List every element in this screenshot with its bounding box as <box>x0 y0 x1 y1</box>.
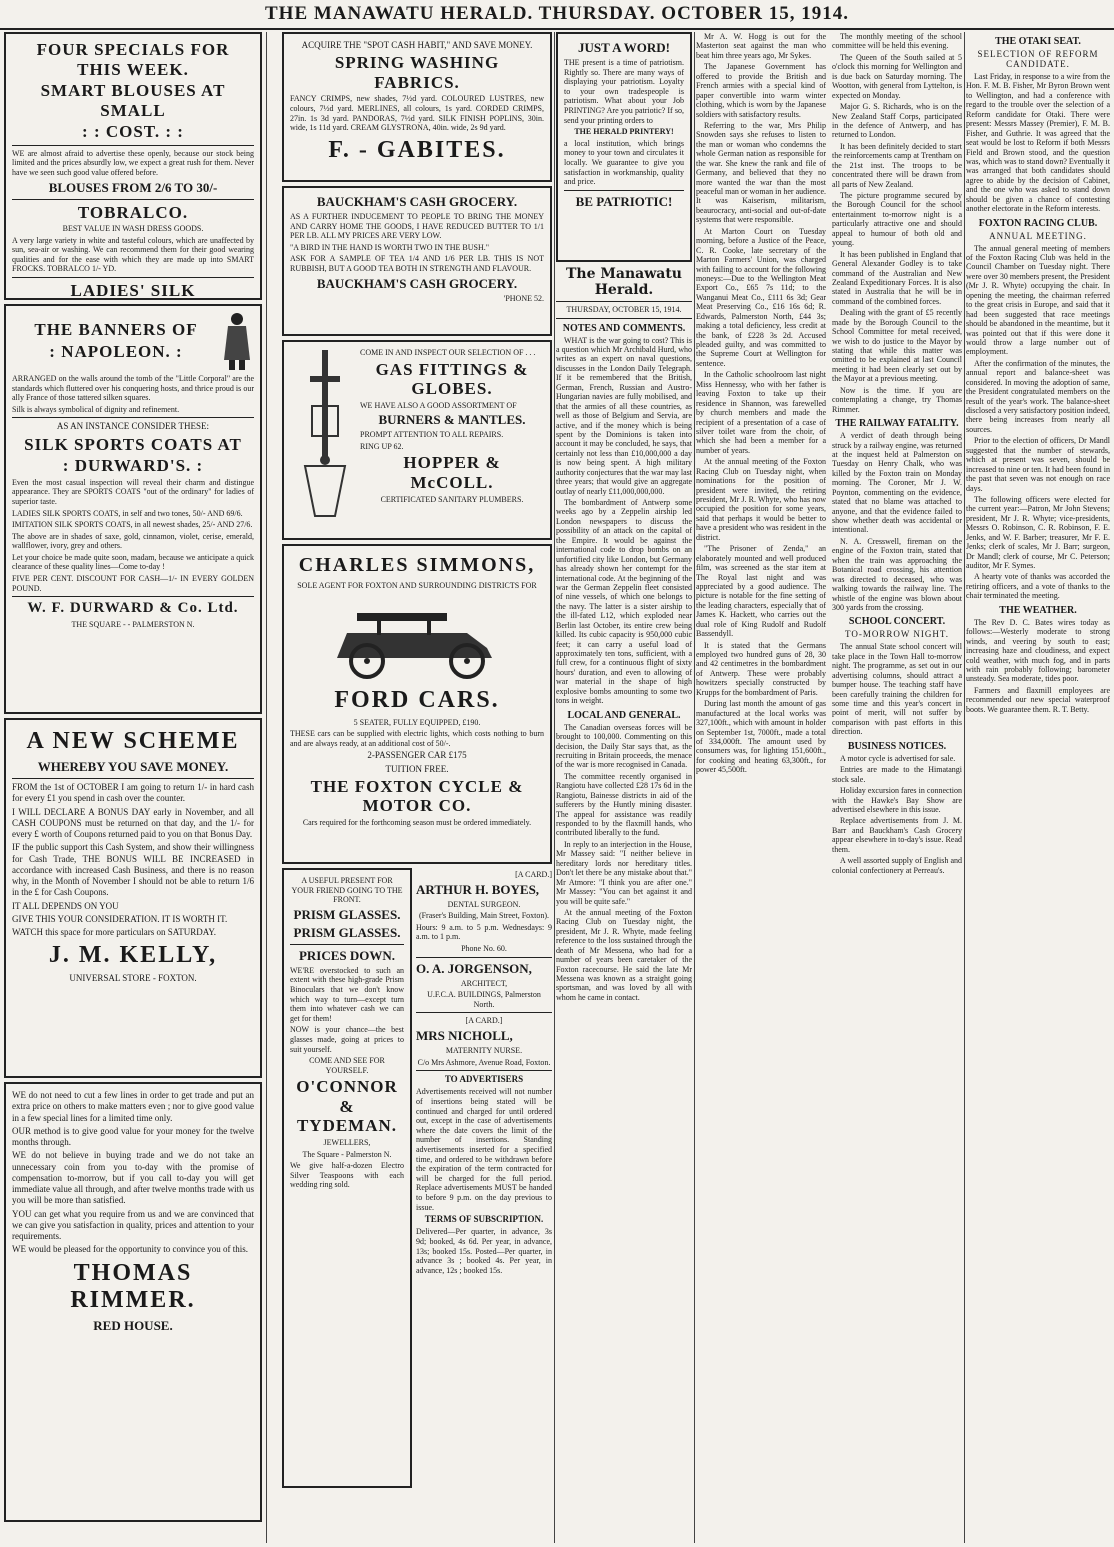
card-label: [A CARD.] <box>465 1016 503 1026</box>
column-rule <box>554 32 555 1543</box>
oconnor-address: The Square - Palmerston N. <box>302 1149 392 1159</box>
hopper-t1: GAS FITTINGS & GLOBES. <box>375 359 529 399</box>
concert-heading: SCHOOL CONCERT. <box>848 616 946 628</box>
rimmer-tag: RED HOUSE. <box>93 1317 173 1333</box>
divider <box>12 417 254 418</box>
durward-address: THE SQUARE - - PALMERSTON N. <box>71 619 195 629</box>
stiles-title: FOUR SPECIALS FOR THIS WEEK. <box>36 40 230 79</box>
gabites-body: FANCY CRIMPS, new shades, 7½d yard. COLOURED LUSTRES, new colours, 7½d yard. MERLINES, all colours, 1s yard. CORDED CRIMPS, 27in. 1s 3d yard. PANDORAS, 7½d yard. SILK FINISH POPLINS, 30in. wide, 1s 11d yard. CREAM GLYSTRONA, 40in. wide, 2s 9d yard. <box>290 94 544 133</box>
cards-column <box>416 868 552 1488</box>
gabites-top: ACQUIRE THE "SPOT CASH HABIT," AND SAVE MONEY. <box>301 40 533 50</box>
durward-body: ARRANGED on the walls around the tomb of the "Little Corporal" are the standards which fluttered over his conquering hosts, and thrice proud is our ally France of those tattered silken squares. <box>12 374 254 403</box>
kelly-sub: WHEREBY YOU SAVE MONEY. <box>37 759 229 774</box>
durward-advert <box>4 304 262 714</box>
kelly-title: A NEW SCHEME <box>26 728 240 754</box>
divider <box>12 778 254 779</box>
advertisers-body: Advertisements received will not number of insertions being stated will be continued and charged for until ordered out, except in the case of advertisements where the date covers the limit of the number of insertions. Standing advertisements inserted for a specified time, and ordered to be withdrawn before the expiration of the term contracted for will be charged for the full period. Replace advertisements MUST be handed to before 9 p.m. on the day previous to issue. <box>416 1087 552 1212</box>
article-paragraph: At the annual meeting of the Foxton Racing Club on Tuesday night, the president, Mr J. R. Whyte, made feeling reference to the loss sustained through the death of Mr Messena, who had for a number of years been caretaker of the Foxton racecourse. He said the late Mr Messena was known as a straight going sportsman, and was loved by all with whom he came in contact. <box>556 907 692 1002</box>
article-paragraph: A motor cycle is advertised for sale. <box>840 753 956 763</box>
durward-title: THE BANNERS OF <box>34 320 198 340</box>
bauckham-p2: "A BIRD IN THE HAND IS WORTH TWO IN THE BUSH." <box>290 242 490 252</box>
jorgenson-address: U.F.C.A. BUILDINGS, Palmerston North. <box>427 990 541 1009</box>
article-paragraph: The bombardment of Antwerp some weeks ago by a Zeppelin airship led London newspapers to discuss the possibility of an attack on the capital of the Empire. It would be against the international code to drop bombs on an unfortified city like London, but Germany has already shown her contempt for the international code. At the beginning of the war the German Zeppelin fleet consisted of nine vessels, of which one belongs to the navy. The latter is a sister airship to the ill-fated L12, which exploded near Berlin last October, its entire crew being killed. Its cubic capacity is 950,000 cubic feet; it can carry a useful load of approximately ten tons, sufficient, with a full crew, for a continuous flight of sixty hours' duration, and even to allowing of war material in the shape of high explosive bombs amounting to some two tons in weight. <box>556 498 692 706</box>
napoleon-figure-icon <box>220 310 254 372</box>
gabites-title: SPRING WASHING FABRICS. <box>334 53 500 92</box>
bauckham-advert <box>282 186 552 336</box>
nicholl-name: MRS NICHOLL, <box>416 1027 513 1043</box>
stiles-blouses: BLOUSES FROM 2/6 TO 30/- <box>48 179 218 195</box>
article-paragraph: The Queen of the South sailed at 5 o'clock this morning for Wellington and is due back on Saturday morning. The Wootton, with general from Lyttelton, is expected on Monday. <box>832 52 962 100</box>
oconnor-t1: PRISM GLASSES. <box>293 906 401 922</box>
article-paragraph: The monthly meeting of the school committee will be held this evening. <box>832 32 962 51</box>
article-paragraph: The annual State school concert will take place in the Town Hall to-morrow night. The programme, as set out in our advertising columns, should attract a bumper house. The teaching staff have been carefully training the children for some time and this year's concert in point of merit, will not suffer by comparison with past efforts in this direction. <box>832 642 962 737</box>
concert-subheading: TO-MORROW NIGHT. <box>845 629 949 640</box>
boyes-phone: Phone No. 60. <box>461 943 507 953</box>
printery-title: JUST A WORD! <box>578 40 670 55</box>
rimmer-p2: OUR method is to give good value for your money for the twelve months through. <box>12 1125 254 1147</box>
article-paragraph: The Canadian overseas forces will be brought to 100,000. Commenting on this decision, the Daily Star says that, as the recruiting in Britain proceeds, the menace of the war is more recognised in Canada. <box>556 722 692 770</box>
bauckham-p3: ASK FOR A SAMPLE OF TEA 1/4 AND 1/6 PER LB. THIS IS NOT RUBBISH, BUT A GOOD TEA BOTH IN STRENGTH AND FLAVOUR. <box>290 254 544 273</box>
gas-fitting-icon <box>290 346 360 526</box>
card-label: [A CARD.] <box>515 870 552 879</box>
oconnor-t3: PRICES DOWN. <box>298 947 396 963</box>
rimmer-advert <box>4 1082 262 1522</box>
kelly-p2: I WILL DECLARE A BONUS DAY early in November, and all CASH COUPONS must be returned on that day, and the 1/- for every £ worth of Coupons returned paid to you on that Bonus Day. <box>12 806 254 839</box>
divider <box>416 1012 552 1013</box>
article-paragraph: Last Friday, in response to a wire from the Hon. F. M. B. Fisher, Mr Byron Brown went to Wellington, and had a conference with regard to the trouble over the selection of a Reform candidate for Otaki. There were present: Messrs Massey (Premier), F. M. B. Fisher, and Guthrie. It was agreed that the seat would be lost to Reform if both Messrs Field and Brown stood, and the question was, which was to stand down? Eventually it was arranged that both candidates should agree to abide by the decision of Cabinet, and the one who was asked to stand down should be given a chance of contesting another electorate in the Reform interests. <box>966 72 1110 214</box>
durward-header <box>12 310 254 372</box>
hopper-sub: CERTIFICATED SANITARY PLUMBERS. <box>380 494 524 504</box>
fatality-heading: THE RAILWAY FATALITY. <box>835 418 959 430</box>
subscription-body: Delivered—Per quarter, in advance, 3s 9d; booked, 4s 6d. Per year, in advance, 13s; booked 15s. Posted—Per quarter, in advance 3s ; booked 4s. Per year, in advance, 12s ; booked 15s. <box>416 1227 552 1275</box>
article-paragraph: The annual general meeting of members of the Foxton Racing Club was held in the Council Chamber on Tuesday night. There were over 30 members present, the President (Mr J. R. Whyte) occupying the chair. In opening the meeting, the chairman referred to the great crisis in Europe, and said that it had been suggested that race meetings should be abandoned in the meantime, but it was pointed out that if this were done it would throw a large number out of employment. <box>966 243 1110 357</box>
article-paragraph: The picture programme secured by the Borough Council for the school entertainment to-morrow night is a particularly attractive one and should appeal to humour of both old and young. <box>832 191 962 248</box>
article-paragraph: At Marton Court on Tuesday morning, before a Justice of the Peace, C. R. Cooke, late secretary of the Marton Farmers' Union, was charged with failing to account for the following moneys:—Due to the Wellington Meat Export Co., £65 7s 11d; to the Wanganui Meat Co., £111 6s 3d; Gear Meat Preserving Co., £16 16s 6d; R. Edwards, Palmerston North, £44 3s; making a total deficiency, less credit at the bank, of £228 3s 2d. Accused pleaded guilty, and was committed to the Supreme Court at Wellington for sentence. <box>696 226 826 368</box>
durward-instance: AS AN INSTANCE CONSIDER THESE: <box>56 421 210 432</box>
article-paragraph: Farmers and flaxmill employees are recommended our new special waterproof boots. We guarantee them. R. T. Betty. <box>966 685 1110 714</box>
hopper-name: HOPPER & McCOLL. <box>403 453 501 493</box>
article-paragraph: Now is the time. If you are contemplating a change, try Thomas Rimmer. <box>832 385 962 414</box>
stiles-silk: LADIES' SILK <box>70 281 196 300</box>
divider <box>564 190 684 191</box>
col2-lower <box>282 868 552 1488</box>
divider <box>12 596 254 597</box>
simmons-tuition: TUITION FREE. <box>385 763 449 774</box>
racing-subheading: ANNUAL MEETING. <box>989 230 1087 241</box>
column-5 <box>966 32 1110 1543</box>
column-1 <box>4 32 262 1543</box>
column-4 <box>696 32 962 1543</box>
article-paragraph: At the annual meeting of the Foxton Racing Club on Tuesday night, when nominations for the position of president were invited, the retiring president, Mr J. R. Whyte, who has now occupied the position for some years, said that perhaps it would be better to have a president who was resident in the district. <box>696 457 826 542</box>
business-heading: BUSINESS NOTICES. <box>847 740 947 752</box>
article-paragraph: In the Catholic schoolroom last night Miss Hennessy, who with her father is leaving Foxton to take up their residence in Shannon, was farewelled by church members and made the recipient of a presentation of a case of silver toilet ware from the choir, of which she had been a member for a number of years. <box>696 370 826 455</box>
simmons-two: 2-PASSENGER CAR £175 <box>367 750 467 761</box>
article-paragraph: The Japanese Government has offered to provide the British and French armies with a special kind of paper convertible into warm winter clothing, which is worn by the Japanese soldiers with satisfactory results. <box>696 62 826 119</box>
kelly-name: J. M. KELLY, <box>48 942 218 969</box>
durward-coats-body: Even the most casual inspection will reveal their charm and distingue appearance. They are SPORTS COATS "out of the ordinary" for ladies of superior taste. <box>12 477 254 506</box>
otaki-subheading: SELECTION OF REFORM CANDIDATE. <box>977 49 1099 69</box>
kelly-p3: IF the public support this Cash System, and show their willingness for Cash Trade, THE BONUS WILL BE INCREASED in accordance with increased Cash Business, and there is no reason why, in the Month of November I should not be able to return 1/6 in the £ for Cash Coupons. <box>12 842 254 898</box>
printery-p2: a local institution, which brings money to your town and circulates it locally. We guarantee to give you satisfaction in workmanship, quality and price. <box>564 138 684 187</box>
article-paragraph: It has been definitely decided to start the reinforcements camp at Trentham on the 21st inst. The troops to be concentrated there will be drawn from all parts of New Zealand. <box>832 141 962 189</box>
article-paragraph: Dealing with the grant of £5 recently made by the Borough Council to the School Committee for metal received, we wish to do justice to the Mayor by stating that while this matter was omitted to be explained at last Council meeting it had been clearly set out by the Mayor at a previous meeting. <box>832 308 962 384</box>
column-4a <box>696 32 826 1543</box>
simmons-name: CHARLES SIMMONS, <box>298 554 536 576</box>
article-paragraph: "The Prisoner of Zenda," an elaborately mounted and well produced film, was screened as the star item at The Royal last night and was appreciated by a good audience. The picture is notable for the fine setting of the leading characters, especially that of James K. Hackett, who carries out the dual role of King Rudolf and Rudolf Bassendyll. <box>696 544 826 639</box>
stiles-line2: : : COST. : : <box>82 122 184 142</box>
simmons-cars: FORD CARS. <box>334 686 500 713</box>
advertisers-heading: TO ADVERTISERS <box>444 1074 524 1085</box>
oconnor-p5: We give half-a-dozen Electro Silver Teaspoons with each wedding ring sold. <box>290 1161 404 1190</box>
kelly-p5: GIVE THIS YOUR CONSIDERATION. IT IS WORTH IT. <box>12 913 228 924</box>
boyes-name: ARTHUR H. BOYES, <box>416 881 540 897</box>
article-paragraph: In reply to an interjection in the House, Mr Massey said: "I neither believe in hereditary lords nor hereditary titles. Don't let there be any mistake about that." Mr Atmore: "I think you are after one." Mr Massey: "You can bet against it and you will be quite safe." <box>556 839 692 906</box>
article-paragraph: A hearty vote of thanks was accorded the retiring officers, and a vote of thanks to the chair terminated the meeting. <box>966 572 1110 601</box>
divider <box>556 318 692 319</box>
rimmer-p4: YOU can get what you require from us and we are convinced that we can give you satisfaction in quality, prices and attention to your requirements. <box>12 1208 254 1241</box>
issue-date: THURSDAY, OCTOBER 15, 1914. <box>566 305 682 314</box>
hopper-advert <box>282 340 552 540</box>
nicholl-address: C/o Mrs Ashmore, Avenue Road, Foxton. <box>417 1057 551 1067</box>
article-paragraph: Holiday excursion fares in connection with the Hawke's Bay Show are advertised elsewhere in this issue. <box>832 786 962 814</box>
simmons-advert <box>282 544 552 864</box>
rimmer-p3: WE do not believe in buying trade and we do not take an unnecessary coin from you to-day with the promise of compensation to-morrow, but if you call to-day you will get immediate value all through, and after twelve months trade with us you will be more than satisfied. <box>12 1150 254 1206</box>
article-paragraph: Major G. S. Richards, who is on the New Zealand Staff Corps, participated in the defence of Antwerp, and has returned to London. <box>832 102 962 140</box>
kelly-p6: WATCH this space for more particulars on SATURDAY. <box>12 927 216 937</box>
durward-coats2: : DURWARD'S. : <box>62 456 204 476</box>
boyes-hours: Hours: 9 a.m. to 5 p.m. Wednesdays: 9 a.m. to 1 p.m. <box>416 922 552 942</box>
divider <box>556 301 692 302</box>
column-4b <box>832 32 962 1543</box>
rimmer-p5: WE would be pleased for the opportunity to convince you of this. <box>12 1244 248 1255</box>
oconnor-p3: NOW is your chance—the best glasses made, going at prices to suit yourself. <box>290 1025 404 1054</box>
otaki-heading: THE OTAKI SEAT. <box>995 36 1081 47</box>
article-paragraph: Replace advertisements from J. M. Barr and Bauckham's Cash Grocery appear elsewhere in to-day's issue. Read them. <box>832 816 962 854</box>
divider <box>416 1070 552 1071</box>
rimmer-p1: WE do not need to cut a few lines in order to get trade and put an extra price on others to make matters even ; nor to give good value in a few special lines for a limited time only. <box>12 1090 254 1123</box>
simmons-body: THESE cars can be supplied with electric lights, which costs nothing to burn and are always ready, at an additional cost of 50/-. <box>290 729 544 748</box>
divider <box>416 957 552 958</box>
weather-heading: THE WEATHER. <box>999 604 1077 616</box>
jorgenson-architect: ARCHITECT, <box>460 978 508 988</box>
article-paragraph: Referring to the war, Mrs Philip Snowden says she refuses to listen to the man or woman who condemns the whole German nation as responsible for the war. She knew the rank and file of Germany, and believed that they no more wanted the war than the most peaceful man or woman in her audience. It was Kaiserism, militarism, beaurocracy, anti-social and out-of-date systems that were responsible. <box>696 120 826 225</box>
durward-coats: SILK SPORTS COATS AT <box>24 434 242 454</box>
bauckham-name: BAUCKHAM'S CASH GROCERY. <box>316 275 518 291</box>
hopper-p3: PROMPT ATTENTION TO ALL REPAIRS. <box>360 430 504 440</box>
boyes-sub: DENTAL SURGEON. <box>447 899 521 909</box>
durward-line2: IMITATION SILK SPORTS COATS, in all newest shades, 25/- AND 27/6. <box>12 520 253 530</box>
article-paragraph: N. A. Cresswell, fireman on the engine of the Foxton train, stated that when the train was approaching the Botanical road crossing, his attention was directed to deceased, who was walking towards the railway line. The whistle of the engine was blown about 300 yards from the crossing. <box>832 536 962 612</box>
hopper-text <box>360 346 544 534</box>
oconnor-advert <box>282 868 412 1488</box>
stiles-tobralco: TOBRALCO. <box>77 202 189 222</box>
oconnor-sub: JEWELLERS, <box>323 1137 371 1147</box>
notes-heading: NOTES AND COMMENTS. <box>562 322 686 334</box>
simmons-foot: Cars required for the forthcoming season must be ordered immediately. <box>302 817 532 827</box>
printery-advert <box>556 32 692 262</box>
oconnor-t2: PRISM GLASSES. <box>293 924 401 940</box>
oconnor-name: O'CONNOR & TYDEMAN. <box>296 1077 398 1136</box>
article-paragraph: Entries are made to the Himatangi stock sale. <box>832 765 962 784</box>
oconnor-p4: COME AND SEE FOR YOURSELF. <box>309 1056 385 1075</box>
column-rule <box>964 32 965 1543</box>
kelly-p1: FROM the 1st of OCTOBER I am going to return 1/- in hard cash for every £1 you spend in cash over the counter. <box>12 782 254 804</box>
article-paragraph: A verdict of death through being struck by a railway engine, was returned at the inquest held at Palmerston on Tuesday on Henry Chalk, who was killed by the Foxton train on Monday morning. The Coroner, Mr J. W. Poynton, commenting on the evidence, stated that no blame was attached to anyone, and that the evidence failed to show whether death was accidental or intentional. <box>832 431 962 535</box>
rimmer-name: THOMAS RIMMER. <box>70 1259 196 1313</box>
durward-name: W. F. DURWARD & Co. Ltd. <box>27 600 239 617</box>
column-rule <box>266 32 267 1543</box>
printery-p1: THE present is a time of patriotism. Rightly so. There are many ways of displaying your patriotism. Loyalty to your own tradespeople is patriotism. What about your Job PRINTING? Are you patriotic? If so, send your printing orders to <box>564 58 684 125</box>
column-2 <box>282 32 552 1543</box>
article-paragraph: The committee recently organised in Rangiotu have collected £28 17s 6d in the Rangiotu, Bainesse districts in aid of the sufferers by the Huntly mining disaster. The appeal for assistance was readily responded to by the flaxmill hands, who contributed liberally to the fund. <box>556 771 692 838</box>
hopper-p1: COME IN AND INSPECT OUR SELECTION OF . . . <box>360 348 536 357</box>
stiles-line1: SMART BLOUSES AT SMALL <box>40 81 226 120</box>
divider <box>12 199 254 200</box>
nicholl-sub: MATERNITY NURSE. <box>445 1045 523 1055</box>
stiles-body: WE are almost afraid to advertise these openly, because our stock being limited and the prices absurdly low, we expect a great rush for them. Never have we seen such good value offered before. <box>12 148 254 177</box>
newspaper-flag: The Manawatu Herald. <box>566 266 682 298</box>
simmons-seater: 5 SEATER, FULLY EQUIPPED, £190. <box>353 717 481 727</box>
hopper-t2: BURNERS & MANTLES. <box>378 412 526 428</box>
simmons-sub: SOLE AGENT FOR FOXTON AND SURROUNDING DISTRICTS FOR <box>297 581 537 590</box>
jorgenson-name: O. A. JORGENSON, <box>416 960 532 976</box>
durward-line4: Let your choice be made quite soon, madam, because we anticipate a quick clearance of these quality lines—Come to-day ! <box>12 552 254 572</box>
stiles-tobralco-body: A very large variety in white and tasteful colours, which are unaffected by sun, sea-air or washing. We can recommend them for their good wearing qualities and for the ease with which they are made up into SMART FROCKS. TOBRALCO 1/- YD. <box>12 235 254 274</box>
article-paragraph: Prior to the election of officers, Dr Mandl suggested that the number of stewards, which at present was seven, should be increased to nine or ten. It had been found in the past that seven was not enough on race days. <box>966 436 1110 493</box>
divider <box>12 277 254 278</box>
article-paragraph: After the confirmation of the minutes, the annual report and balance-sheet was considered. In moving the adoption of same, the President congratulated members on the result of the year's work. The balance-sheet disclosed a very satisfactory position indeed, there being increases from nearly all sources. <box>966 358 1110 434</box>
divider <box>290 944 404 945</box>
durward-line1: LADIES SILK SPORTS COATS, in self and two tones, 50/- AND 69/6. <box>12 508 243 518</box>
durward-body2: Silk is always symbolical of dignity and refinement. <box>12 404 180 414</box>
durward-line5: FIVE PER CENT. DISCOUNT FOR CASH—1/- IN EVERY GOLDEN POUND. <box>12 574 254 593</box>
masthead <box>0 0 1114 30</box>
gabites-name: F. - GABITES. <box>328 136 506 163</box>
boyes-address: (Fraser's Building, Main Street, Foxton). <box>418 911 550 921</box>
durward-line3: The above are in shades of saxe, gold, cinnamon, violet, cerise, emerald, wallflower, ivory, grey and others. <box>12 531 254 551</box>
article-paragraph: During last month the amount of gas manufactured at the local works was 327,100ft., which with amount in holder on September 1st, 7000ft., made a total of 334,000ft. The amount used by consumers was, for lighting 151,600ft., for cooking and heating 63,300ft., for power 45,500ft. <box>696 699 826 775</box>
printery-cta: BE PATRIOTIC! <box>575 193 673 209</box>
hopper-p2: WE HAVE ALSO A GOOD ASSORTMENT OF <box>360 400 517 410</box>
durward-title-block <box>12 318 220 363</box>
gabites-advert <box>282 32 552 182</box>
masthead-title: THE MANAWATU HERALD. THURSDAY. OCTOBER 15, 1914. <box>265 3 849 24</box>
durward-title2: : NAPOLEON. : <box>49 342 183 361</box>
subscription-heading: TERMS OF SUBSCRIPTION. <box>424 1214 544 1225</box>
article-paragraph: WHAT is the war going to cost? This is a question which Mr Archibald Hurd, who writes as an expert on naval questions, discusses in the London Daily Telegraph. If it be remembered that the British, German, French, Russian and Austro-Hungarian navies are fully mobilised, and that the armies of all these countries, as well as those of Belgium and Servia, are active, and if the money which is being spent by the Dominions is taken into account it may be concluded, he says, that certainly not less than £10,000,000 a day is now being spent. A high military authority conjectures that the war may last three years; that would give an aggregate outlay of nearly £11,000,000,000. <box>556 335 692 496</box>
stiles-tobralco-sub: BEST VALUE IN WASH DRESS GOODS. <box>62 224 204 234</box>
oconnor-p1: A USEFUL PRESENT FOR YOUR FRIEND GOING TO THE FRONT. <box>291 876 403 905</box>
column-3 <box>556 32 692 1543</box>
divider <box>12 145 254 146</box>
article-paragraph: It has been published in England that General Alexander Godley is to take command of the Australian and New Zealand Expeditionary Forces. It is also stated in Australia that he will be in command of the combined forces. <box>832 249 962 306</box>
kelly-advert <box>4 718 262 1078</box>
kelly-p4: IT ALL DEPENDS ON YOU <box>12 900 119 911</box>
printery-herald: THE HERALD PRINTERY! <box>574 127 674 137</box>
local-heading: LOCAL AND GENERAL. <box>567 709 681 721</box>
racing-heading: FOXTON RACING CLUB. <box>978 217 1098 229</box>
oconnor-p2: WE'RE overstocked to such an extent with these high-grade Prism Binoculars that we don't know which way to turn—except turn them into whatever cash we can get for them! <box>290 965 404 1023</box>
bauckham-title: BAUCKHAM'S CASH GROCERY. <box>316 194 518 209</box>
kelly-address: UNIVERSAL STORE - FOXTON. <box>69 973 197 984</box>
simmons-co: THE FOXTON CYCLE & MOTOR CO. <box>310 776 524 816</box>
article-paragraph: Mr A. W. Hogg is out for the Masterton seat against the man who beat him three years ago, Mr Sykes. <box>696 32 826 60</box>
stiles-advert <box>4 32 262 300</box>
bauckham-p1: AS A FURTHER INDUCEMENT TO PEOPLE TO BRING THE MONEY AND CARRY HOME THE GOODS, I HAVE REDUCED BUTTER TO 1/1 PER LB. ALL MY PRICES ARE VERY LOW. <box>290 212 544 241</box>
ford-car-icon <box>317 593 517 683</box>
hopper-ring: RING UP 62. <box>360 441 404 451</box>
bauckham-phone: 'PHONE 52. <box>503 293 544 303</box>
article-paragraph: A well assorted supply of English and colonial confectionery at Perreau's. <box>832 856 962 875</box>
article-paragraph: The following officers were elected for the current year:—Patron, Mr John Stevens; president, Mr J. R. Whyte; vice-presidents, Messrs O. Robinson, C. R. Robinson, F. E. Jenks, and W. F. Barber; treasurer, Mr F. E. Jenks; clerk of scales, Mr J. Barr; surgeon, Dr Mandl; clerk of course, Mr C. Peterson; auditor, Mr F. Symes. <box>966 494 1110 570</box>
column-rule <box>694 32 695 1543</box>
article-paragraph: The Rev D. C. Bates wires today as follows:—Westerly moderate to strong winds, and veering by south to east; increasing haze and cloudiness, and expect cold weather, with much fog, and in parts with rain probably following; barometer unsteady. Sea moderate, tides poor. <box>966 617 1110 684</box>
article-paragraph: It is stated that the Germans employed two hundred guns of 28, 30 and 42 centimetres in the bombardment of Antwerp. These were probably howitzers specially constructed by Krupps for the bombardment of Paris. <box>696 640 826 697</box>
